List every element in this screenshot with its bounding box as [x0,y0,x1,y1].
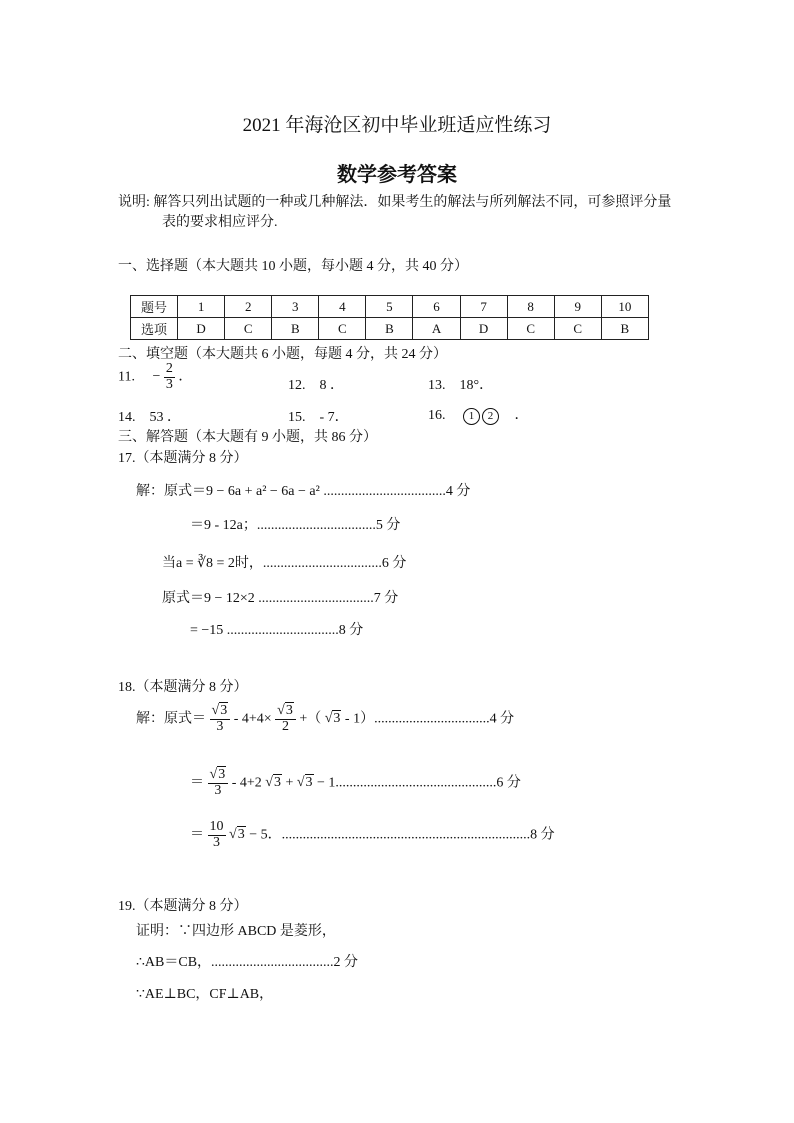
radicand: 3 [285,703,293,718]
minus-sign: − [152,369,161,385]
q17-step2: ＝9 - 12a；..................................5 分 [190,518,401,533]
expression-part: - 4+4× [233,711,272,727]
section-solution-heading: 三、解答题（本大题有 9 小题，共 86 分） [118,430,377,445]
period: ． [514,408,529,423]
question-number: 11. [118,369,135,385]
page-subtitle: 数学参考答案 [337,164,457,186]
fraction [208,768,229,798]
answer-option: C [507,318,554,340]
table-row [131,296,649,318]
period: ． [178,369,193,385]
expression-part: - 1）.................................4 分 [344,711,515,727]
section-choice-heading: 一、选择题（本大题共 10 小题，每小题 4 分，共 40 分） [118,259,468,274]
question-number: 4 [319,296,366,318]
expression-part: +（ [299,711,322,727]
question-number: 16. [428,408,446,423]
fill-answer-16 [428,404,529,425]
radicand: 3 [218,767,226,782]
denominator: 3 [214,782,222,798]
expression-part: − 5．.......................................................................8 分 [249,827,555,843]
instruction-note-line2: 表的要求相应评分. [162,215,278,230]
question-number: 8 [507,296,554,318]
numerator: 2 [165,361,173,376]
equals-sign: ＝ [190,827,204,843]
answer-option: C [319,318,366,340]
circled-number: 1 [463,408,480,425]
fraction [275,704,296,734]
question-number: 9 [554,296,601,318]
sqrt-expression: √3 [324,711,341,727]
answer-option: A [413,318,460,340]
q17-step1: 解：原式＝9 − 6a + a² − 6a − a² ...................................4 分 [136,484,471,499]
radicand: 3 [220,703,228,718]
answer-option: B [366,318,413,340]
q19-step3: ∵AE⊥BC，CF⊥AB， [136,987,274,1002]
denominator: 3 [213,834,220,850]
expression-part: − 1..............................................6 分 [317,775,521,791]
q19-heading: 19.（本题满分 8 分） [118,899,248,914]
sqrt-expression: √3 [229,827,245,843]
answer-option: B [272,318,319,340]
q18-step3 [190,820,555,850]
circled-number: 2 [482,408,499,425]
expression-part: + [285,775,297,791]
q19-step1: 证明：∵四边形 ABCD 是菱形， [136,924,336,939]
answer-option: D [460,318,507,340]
denominator: 3 [216,718,224,734]
denominator: 3 [165,376,173,392]
question-number: 2 [225,296,272,318]
sqrt-expression: √3 [296,775,313,791]
fill-answer-14: 14. 53 ． [118,410,181,425]
q18-step2 [190,768,521,798]
expression-part: - 4+2 [231,775,262,791]
q18-heading: 18.（本题满分 8 分） [118,680,248,695]
fill-answer-13: 13. 18°． [428,378,494,393]
table-row-label: 题号 [131,296,178,318]
numerator: √3 [208,768,229,784]
answer-option: B [601,318,648,340]
numerator: 10 [209,819,224,834]
fraction [208,820,226,850]
page-title: 2021 年海沧区初中毕业班适应性练习 [242,115,552,136]
answer-option: C [554,318,601,340]
equals-sign: ＝ [190,775,204,791]
question-number: 3 [272,296,319,318]
fraction [164,362,175,392]
sqrt-expression: √3 [265,775,281,791]
numerator: √3 [210,704,231,720]
fill-answer-11 [118,362,192,392]
q17-heading: 17.（本题满分 8 分） [118,451,248,466]
q18-step1 [136,704,514,734]
section-fill-heading: 二、填空题（本大题共 6 小题，每题 4 分，共 24 分） [118,347,447,362]
denominator: 2 [281,718,289,734]
q17-step3: 当a = ∛8 = 2时，..................................6 分 [162,556,407,571]
answer-option: D [178,318,225,340]
question-number: 1 [178,296,225,318]
fill-answer-12: 12. 8 ． [288,378,344,393]
step-prefix: 解：原式＝ [136,711,206,727]
answer-option: C [225,318,272,340]
question-number: 10 [601,296,648,318]
fill-answer-15: 15. - 7． [288,410,349,425]
answer-table [130,295,649,340]
question-number: 7 [460,296,507,318]
instruction-note-line1: 说明: 解答只列出试题的一种或几种解法．如果考生的解法与所列解法不同，可参照评分量 [118,195,672,210]
question-number: 6 [413,296,460,318]
table-row-label: 选项 [131,318,178,340]
q17-step4: 原式＝9 − 12×2 .................................7 分 [162,591,399,606]
table-row [131,318,649,340]
question-number: 5 [366,296,413,318]
q19-step2: ∴AB＝CB，...................................2 分 [136,955,359,970]
fraction [210,704,231,734]
q17-step5: = −15 ................................8 分 [190,623,364,638]
numerator: √3 [275,704,296,720]
